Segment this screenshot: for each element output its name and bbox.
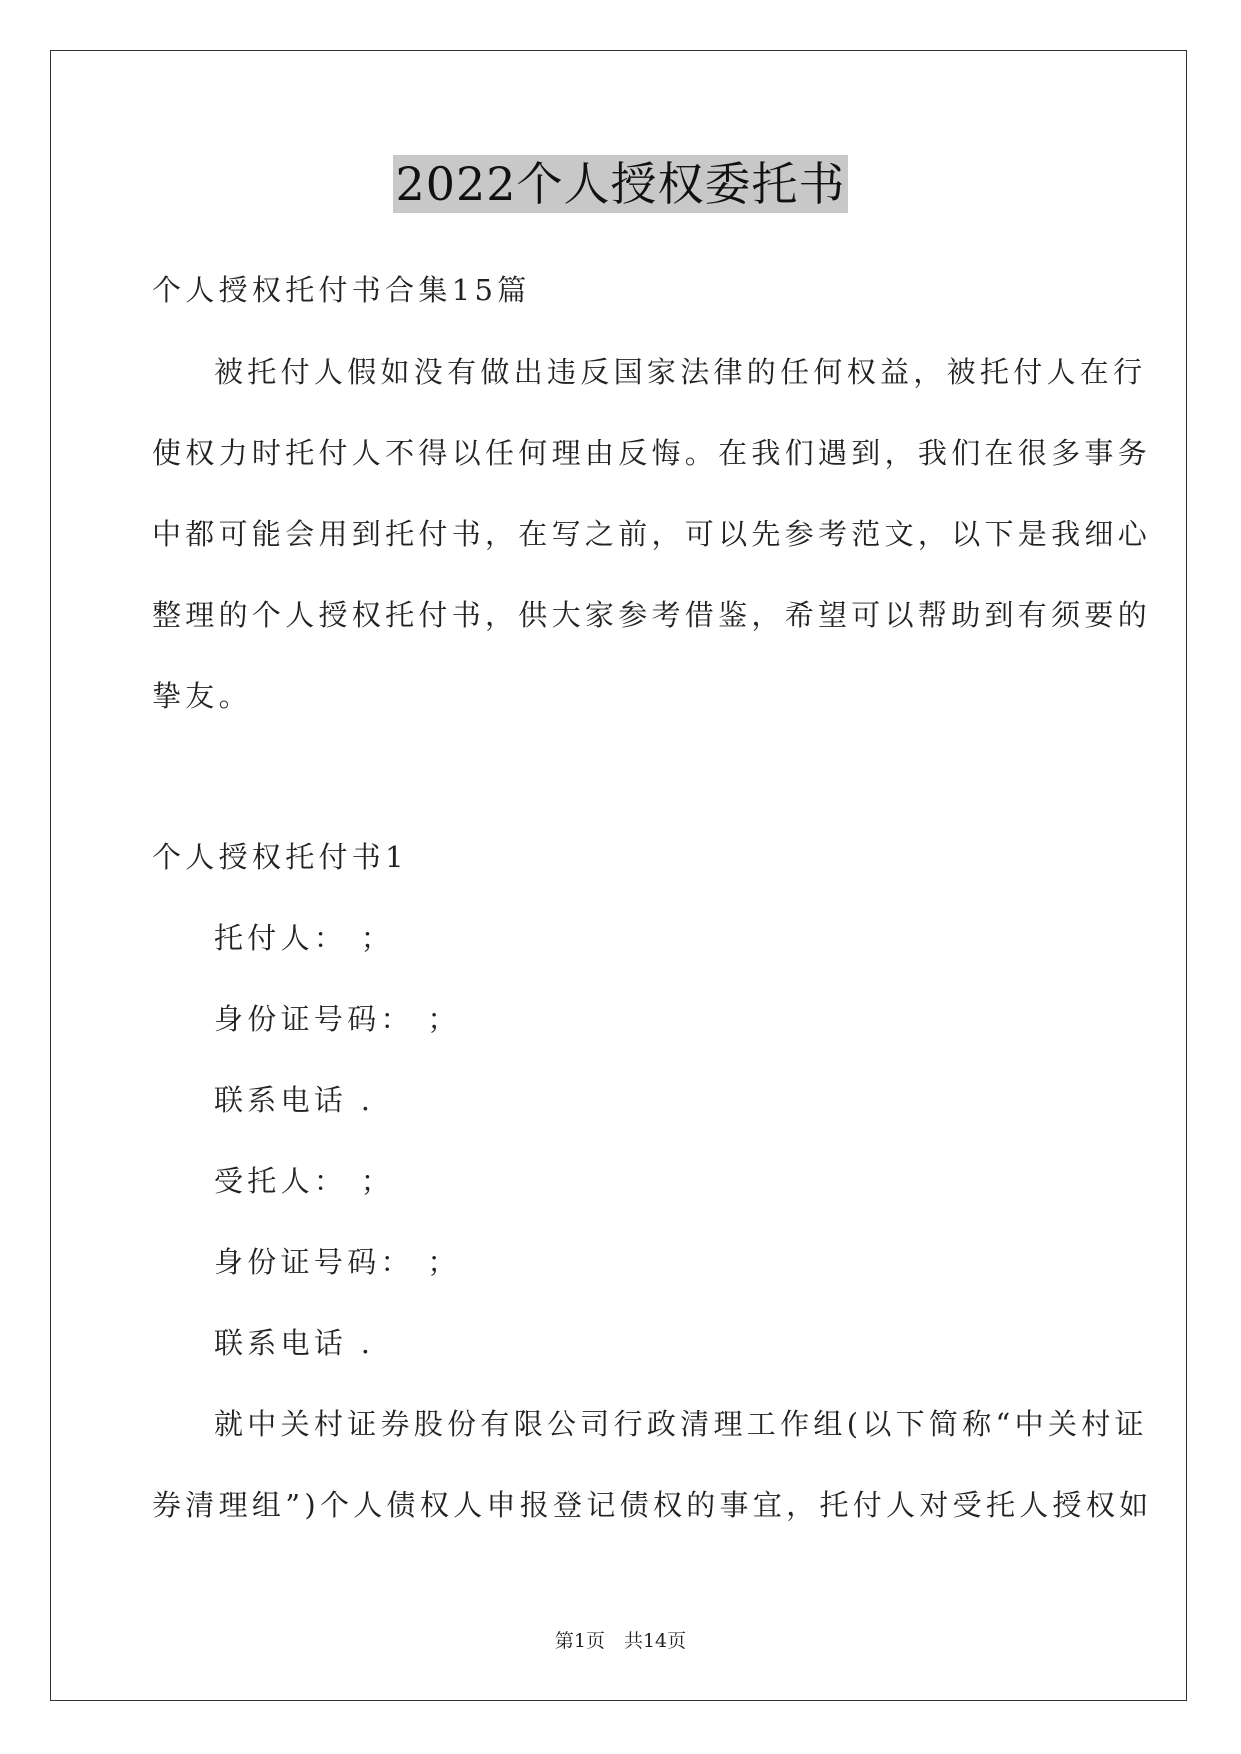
field-line: 身份证号码： ； [214, 1245, 461, 1279]
field-line: 托付人： ； [214, 921, 395, 955]
field-line: 联系电话 . [214, 1326, 375, 1360]
subtitle-line: 个人授权托付书合集15篇 [152, 273, 531, 307]
document-title: 2022个人授权委托书 [395, 157, 846, 211]
paragraph-line: 使权力时托付人不得以任何理由反悔。在我们遇到，我们在很多事务 [152, 436, 1152, 470]
paragraph-line: 就中关村证券股份有限公司行政清理工作组(以下简称“中关村证 [214, 1407, 1148, 1441]
paragraph-line: 挚友。 [152, 679, 252, 713]
section-heading: 个人授权托付书1 [152, 840, 408, 874]
page-number: 第1页 共14页 [554, 1630, 687, 1652]
field-line: 联系电话 . [214, 1083, 375, 1117]
field-line: 身份证号码： ； [214, 1002, 461, 1036]
paragraph-line: 中都可能会用到托付书，在写之前，可以先参考范文，以下是我细心 [152, 517, 1152, 551]
title-container [0, 155, 1241, 213]
field-line: 受托人： ； [214, 1164, 395, 1198]
paragraph-line: 券清理组”)个人债权人申报登记债权的事宜，托付人对受托人授权如 [152, 1488, 1153, 1522]
paragraph-line: 整理的个人授权托付书，供大家参考借鉴，希望可以帮助到有须要的 [152, 598, 1152, 632]
paragraph-line: 被托付人假如没有做出违反国家法律的任何权益，被托付人在行 [214, 355, 1147, 389]
